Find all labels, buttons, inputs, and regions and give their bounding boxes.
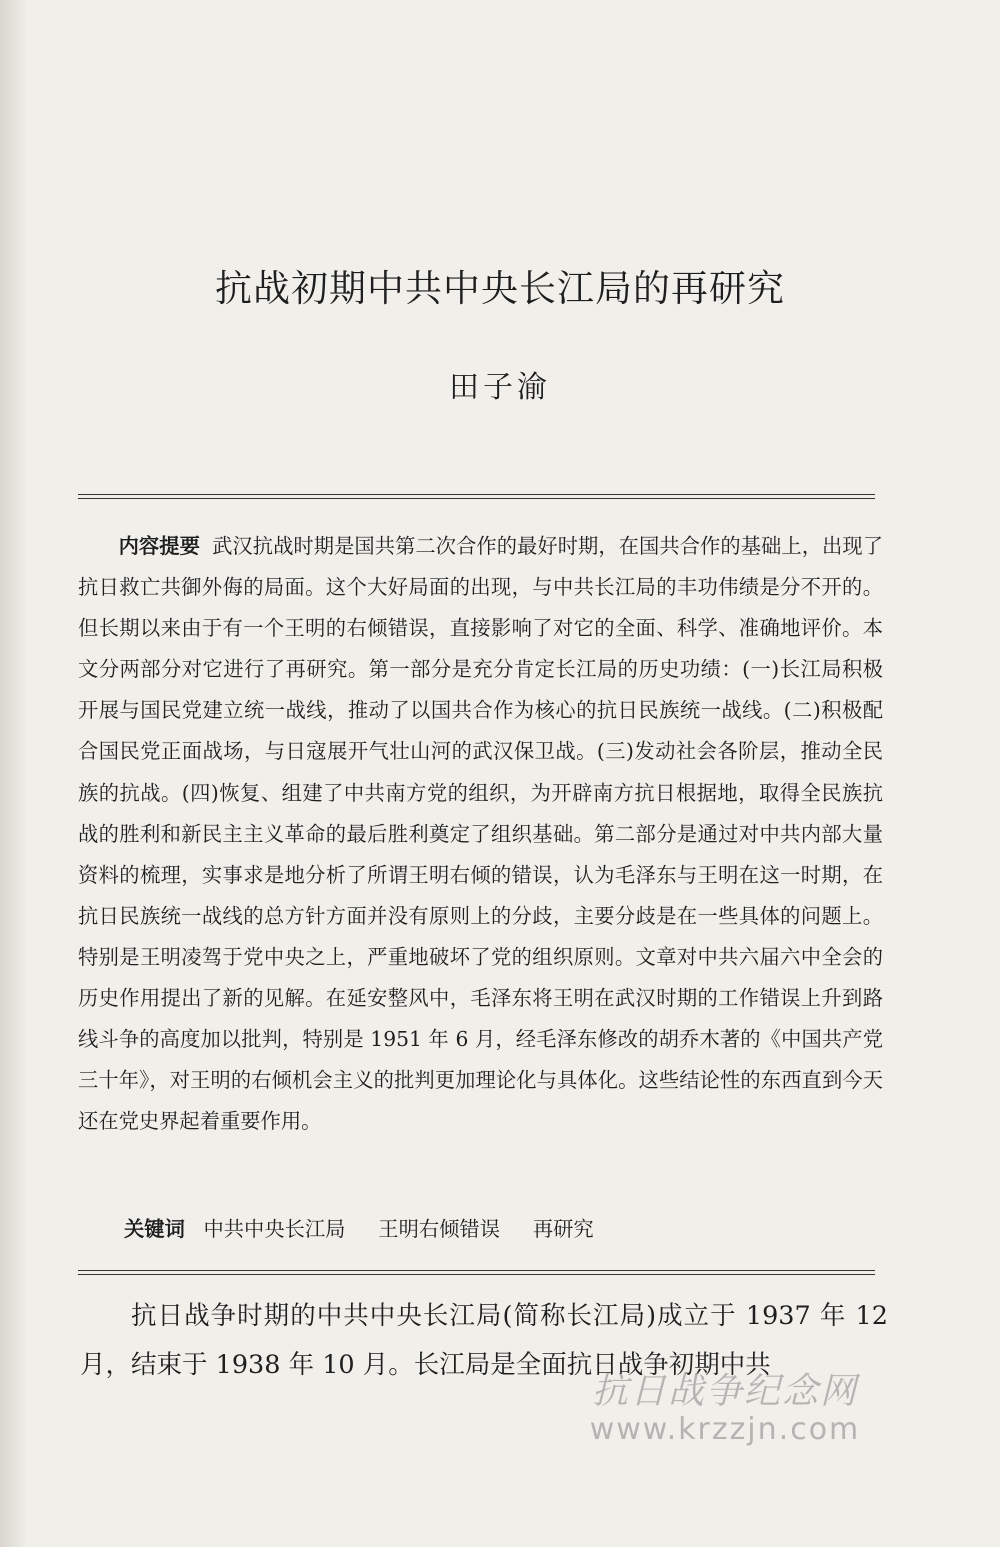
page-edge-shadow [0, 0, 28, 1547]
abstract-paragraph [78, 526, 883, 1142]
abstract-label: 内容提要 [118, 534, 200, 558]
body-paragraph: 抗日战争时期的中共中央长江局(简称长江局)成立于 1937 年 12 月，结束于 1938 年 10 月。长江局是全面抗日战争初期中共 [80, 1301, 888, 1380]
keywords-label: 关键词 [124, 1217, 185, 1241]
article-title: 抗战初期中共中央长江局的再研究 [215, 267, 785, 310]
keyword-item: 再研究 [532, 1217, 594, 1241]
abstract-text: 武汉抗战时期是国共第二次合作的最好时期，在国共合作的基础上，出现了抗日救亡共御外侮的局面。这个大好局面的出现，与中共长江局的丰功伟绩是分不开的。但长期以来由于有一个王明的右倾错误，直接影响了对它的全面、科学、准确地评价。本文分两部分对它进行了再研究。第一部分是充分肯定长江局的历史功绩：(一)长江局积极开展与国民党建立统一战线，推动了以国共合作为核心的抗日民族统一战线。(二)积极配合国民党正面战场，与日寇展开气壮山河的武汉保卫战。(三)发动社会各阶层，推动全民族的抗战。(四)恢复、组建了中共南方党的组织，为开辟南方抗日根据地，取得全民族抗战的胜利和新民主主义革命的最后胜利奠定了组织基础。第二部分是通过对中共内部大量资料的梳理，实事求是地分析了所谓王明右倾的错误，认为毛泽东与王明在这一时期，在抗日民族统一战线的总方针方面并没有原则上的分歧，主要分歧是在一些具体的问题上。特别是王明凌驾于党中央之上，严重地破坏了党的组织原则。文章对中共六届六中全会的历史作用提出了新的见解。在延安整风中，毛泽东将王明在武汉时期的工作错误上升到路线斗争的高度加以批判，特别是 1951 年 6 月，经毛泽东修改的胡乔木著的《中国共产党三十年》，对王明的右倾机会主义的批判更加理论化与具体化。这些结论性的东西直到今天还在党史界起着重要作用。 [78, 534, 883, 1134]
keyword-item: 王明右倾错误 [378, 1217, 500, 1241]
abstract-bottom-rule [78, 1270, 875, 1275]
keywords-line [124, 1212, 620, 1246]
watermark-url: www.krzzjn.com [589, 1412, 861, 1447]
author-name: 田子渝 [449, 370, 551, 405]
keyword-item: 中共中央长江局 [203, 1217, 346, 1241]
abstract-top-rule [78, 494, 875, 499]
watermark [560, 1372, 890, 1448]
watermark-site-name: 抗日战争纪念网 [591, 1371, 858, 1412]
